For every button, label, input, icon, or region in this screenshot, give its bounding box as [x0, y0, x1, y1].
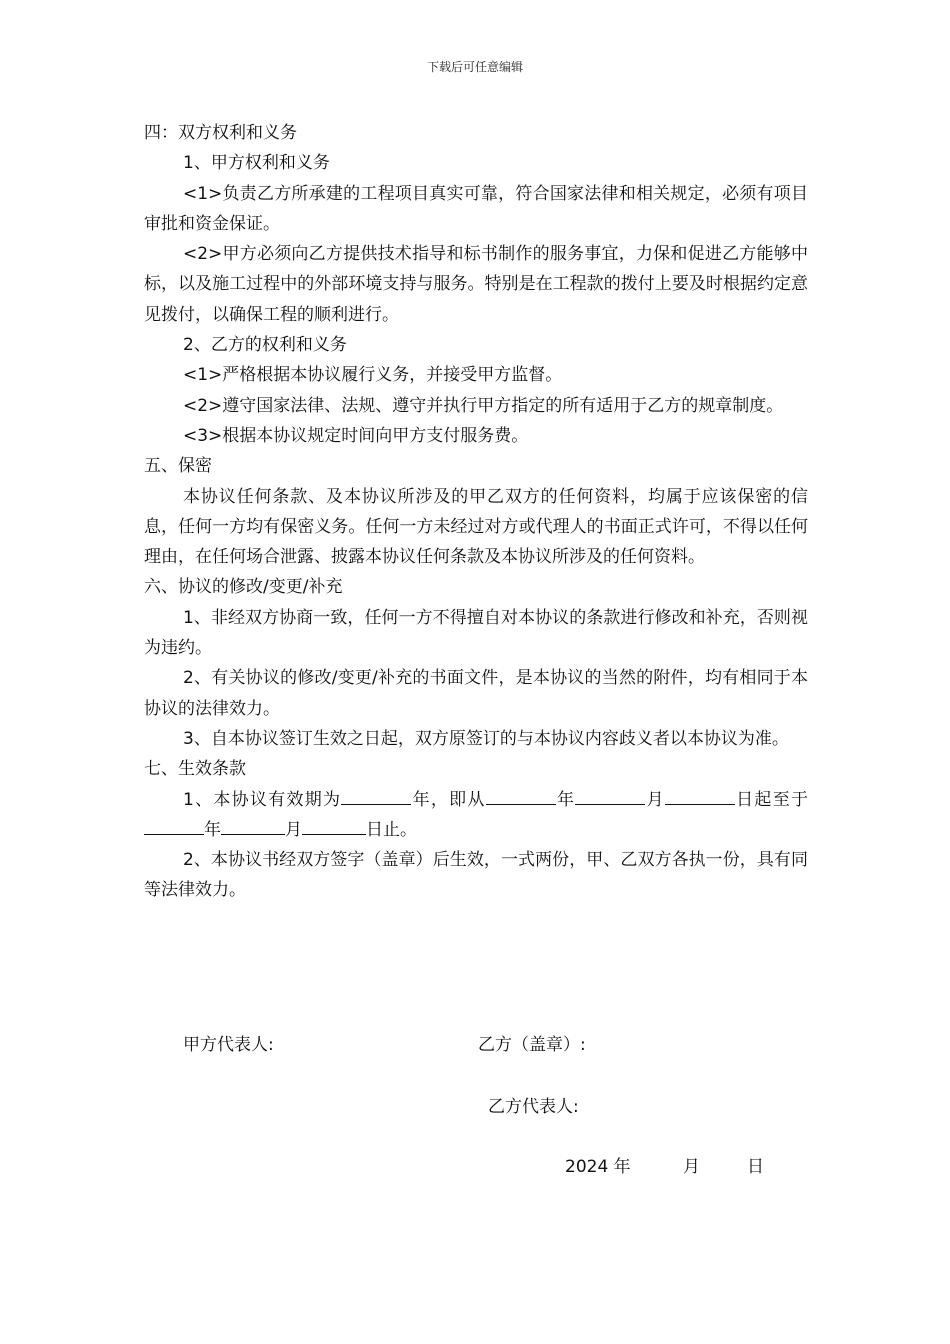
date-month: 月 — [683, 1157, 700, 1177]
section-4-1-heading: 1、甲方权利和义务 — [183, 153, 330, 174]
blank-end-year[interactable] — [144, 816, 204, 835]
section-6-item-2: 2、有关协议的修改/变更/补充的书面文件，是本协议的当然的附件，均有相同于本协议的法律效力。 — [144, 668, 808, 719]
blank-end-month[interactable] — [221, 816, 285, 835]
blank-duration[interactable] — [341, 786, 411, 805]
section-4-title: 四：双方权利和义务 — [144, 123, 297, 143]
validity-lead-text: 1、本协议有效期为 — [183, 789, 342, 810]
section-6-item-3: 3、自本协议签订生效之日起，双方原签订的与本协议内容歧义者以本协议为准。 — [183, 728, 789, 749]
blank-start-day[interactable] — [665, 786, 735, 805]
validity-end-text: 日止。 — [366, 819, 417, 840]
section-7-item-2: 2、本协议书经双方签字（盖章）后生效，一式两份，甲、乙双方各执一份，具有同等法律效力。 — [144, 850, 808, 901]
party-a-representative-label: 甲方代表人: — [183, 1035, 274, 1055]
section-5-text: 本协议任何条款、及本协议所涉及的甲乙双方的任何资料，均属于应该保密的信息，任何一方均有保密义务。任何一方未经过对方或代理人的书面正式许可，不得以任何理由，在任何场合泄露、披露本协议任何条款及本协议所涉及的任何资料。 — [144, 486, 808, 568]
date-year: 2024 年 — [565, 1157, 631, 1177]
validity-year3-text: 年 — [204, 819, 221, 840]
section-5-title: 五、保密 — [144, 456, 212, 477]
section-4-2-item-1: <1>严格根据本协议履行义务，并接受甲方监督。 — [183, 365, 563, 386]
document-body — [144, 118, 808, 906]
section-4-1-item-1: <1>负责乙方所承建的工程项目真实可靠，符合国家法律和相关规定，必须有项目审批和资金保证。 — [144, 183, 808, 234]
party-b-representative-label: 乙方代表人: — [488, 1097, 579, 1117]
section-4-1-item-2: <2>甲方必须向乙方提供技术指导和标书制作的服务事宜，力保和促进乙方能够中标，以及施工过程中的外部环境支持与服务。特别是在工程款的拨付上要及时根据约定意见拨付，以确保工程的顺利进行。 — [144, 244, 808, 325]
section-4-2-heading: 2、乙方的权利和义务 — [183, 335, 347, 356]
section-4-2-item-2: <2>遵守国家法律、法规、遵守并执行甲方指定的所有适用于乙方的规章制度。 — [183, 395, 784, 416]
date-day: 日 — [747, 1157, 764, 1177]
validity-year2-text: 年 — [555, 789, 576, 810]
section-7-title: 七、生效条款 — [144, 759, 246, 780]
party-b-seal-label: 乙方（盖章）: — [478, 1035, 586, 1055]
validity-dayto-text: 日起至于 — [734, 789, 808, 810]
section-7-item-1 — [144, 785, 808, 846]
section-4-2-item-3: <3>根据本协议规定时间向甲方支付服务费。 — [183, 425, 529, 446]
blank-start-month[interactable] — [575, 786, 645, 805]
blank-start-year[interactable] — [486, 786, 556, 805]
section-6-item-1: 1、非经双方协商一致，任何一方不得擅自对本协议的条款进行修改和补充，否则视为违约。 — [144, 607, 808, 659]
validity-year-text: 年，即从 — [411, 789, 486, 810]
blank-end-day[interactable] — [302, 816, 366, 835]
validity-month2-text: 月 — [285, 819, 302, 840]
validity-month-text: 月 — [645, 789, 665, 810]
section-6-title: 六、协议的修改/变更/补充 — [144, 577, 343, 598]
page-header-note: 下载后可任意编辑 — [426, 60, 523, 74]
